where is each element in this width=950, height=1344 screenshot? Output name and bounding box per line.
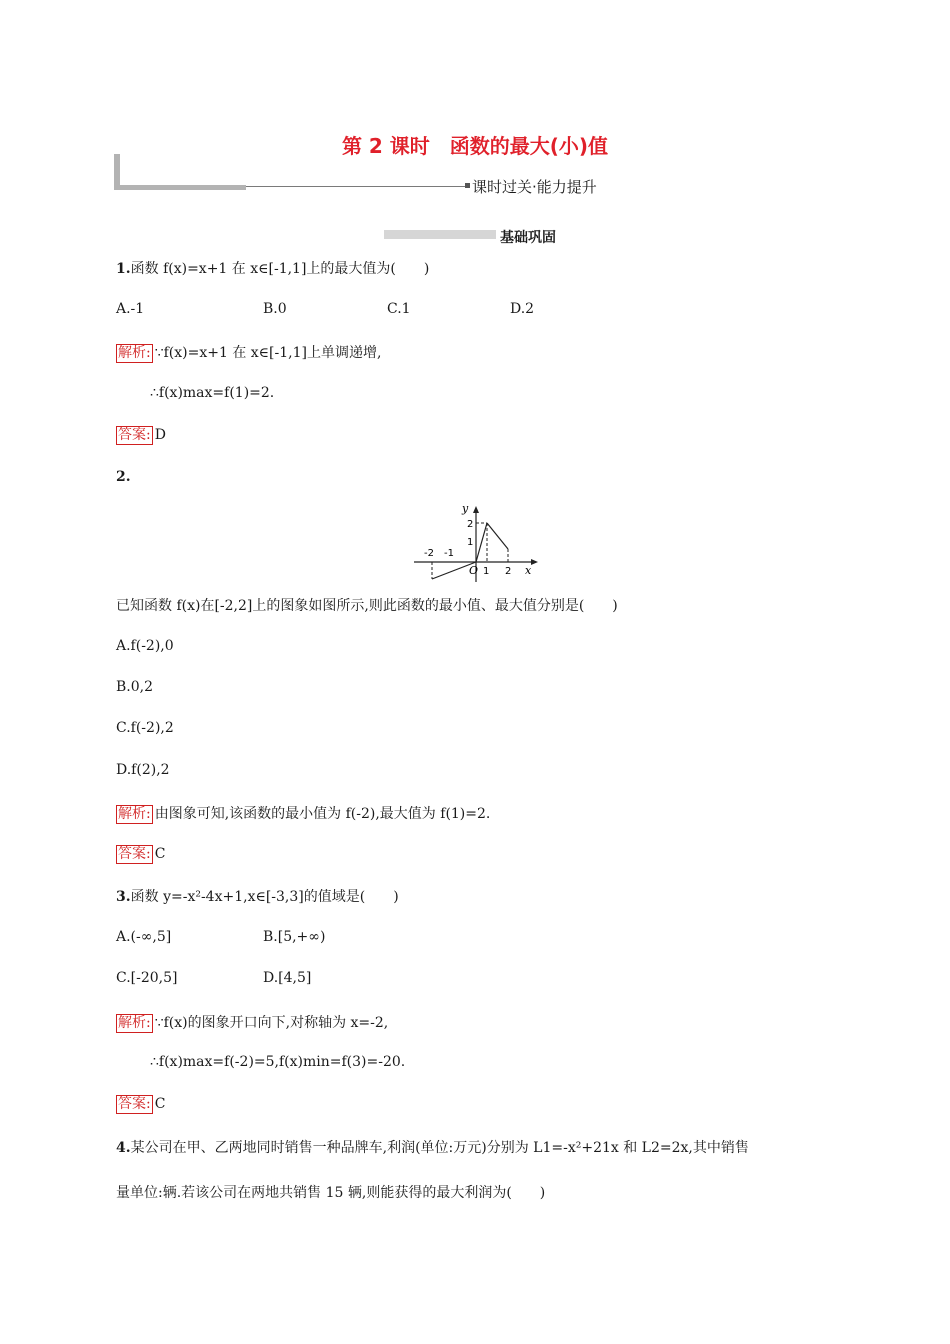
section-tag: 课时过关·能力提升 [472, 178, 597, 196]
answer-value: C [154, 1096, 166, 1112]
y-axis-arrow [473, 506, 479, 513]
answer-3 [116, 1095, 165, 1114]
question-number: 3. [116, 889, 131, 905]
option-a: A.f(-2),0 [116, 638, 174, 654]
option-c: C.f(-2),2 [116, 720, 174, 736]
analysis-3 [116, 1012, 388, 1033]
question-stem: 函数 y=-x²-4x+1,x∈[-3,3]的值域是( ) [130, 889, 399, 905]
answer-label: 答案: [118, 846, 151, 862]
question-4-line-2: 量单位:辆.若该公司在两地共销售 15 辆,则能获得的最大利润为( ) [116, 1185, 546, 1201]
question-stem: 函数 f(x)=x+1 在 x∈[-1,1]上的最大值为( ) [130, 261, 430, 277]
page-title: 第 2 课时 函数的最大(小)值 [341, 134, 609, 158]
analysis-2 [116, 803, 490, 824]
answer-value: C [154, 846, 166, 862]
x-axis-label: x [525, 564, 532, 577]
x-tick-label: -2 [424, 548, 434, 559]
option-b: B.0 [263, 301, 287, 317]
origin-label: O [469, 564, 479, 577]
subhead: 基础巩固 [500, 230, 556, 246]
option-a: A.(-∞,5] [116, 929, 172, 945]
answer-label: 答案: [118, 1096, 151, 1112]
question-2-stem: 已知函数 f(x)在[-2,2]上的图象如图所示,则此函数的最小值、最大值分别是( ) [116, 598, 618, 614]
question-1 [116, 259, 429, 279]
question-stem: 某公司在甲、乙两地同时销售一种品牌车,利润(单位:万元)分别为 L1=-x²+21x 和 L2=2x,其中销售 [130, 1140, 749, 1156]
analysis-label: 解析: [118, 806, 151, 822]
x-tick-label: 2 [505, 566, 512, 577]
subhead-bar [384, 230, 496, 239]
option-b: B.0,2 [116, 679, 154, 695]
question-2-number: 2. [116, 469, 131, 485]
question-number: 4. [116, 1140, 131, 1156]
analysis-label: 解析: [118, 1015, 151, 1031]
analysis-3-line-2: ∴f(x)max=f(-2)=5,f(x)min=f(3)=-20. [150, 1054, 406, 1070]
y-tick-label: 2 [467, 519, 474, 530]
header-divider-end [465, 183, 470, 188]
analysis-text: ∵f(x)的图象开口向下,对称轴为 x=-2, [154, 1015, 389, 1031]
question-3 [116, 887, 399, 907]
analysis-1-line-2: ∴f(x)max=f(1)=2. [150, 385, 275, 401]
x-axis-arrow [531, 559, 538, 565]
question-number: 1. [116, 261, 131, 277]
question-4 [116, 1138, 749, 1158]
option-c: C.[-20,5] [116, 970, 178, 986]
answer-value: D [154, 427, 166, 443]
x-tick-label: 1 [483, 566, 490, 577]
analysis-1 [116, 342, 381, 363]
option-c: C.1 [387, 301, 411, 317]
answer-1 [116, 426, 166, 445]
function-graph [410, 500, 540, 585]
analysis-label: 解析: [118, 345, 151, 361]
option-a: A.-1 [116, 301, 145, 317]
option-d: D.2 [510, 301, 535, 317]
header-divider [246, 186, 466, 187]
answer-label: 答案: [118, 427, 151, 443]
answer-2 [116, 845, 165, 864]
option-b: B.[5,+∞) [263, 929, 326, 945]
graph-segment-rise [476, 523, 487, 562]
analysis-text: 由图象可知,该函数的最小值为 f(-2),最大值为 f(1)=2. [154, 806, 491, 822]
analysis-text: ∵f(x)=x+1 在 x∈[-1,1]上单调递增, [154, 345, 382, 361]
x-tick-label: -1 [444, 548, 454, 559]
graph-segment-fall [487, 523, 508, 549]
option-d: D.f(2),2 [116, 762, 170, 778]
header-bracket-bar [114, 185, 246, 190]
option-d: D.[4,5] [263, 970, 312, 986]
y-tick-label: 1 [467, 537, 474, 548]
y-axis-label: y [462, 502, 469, 515]
